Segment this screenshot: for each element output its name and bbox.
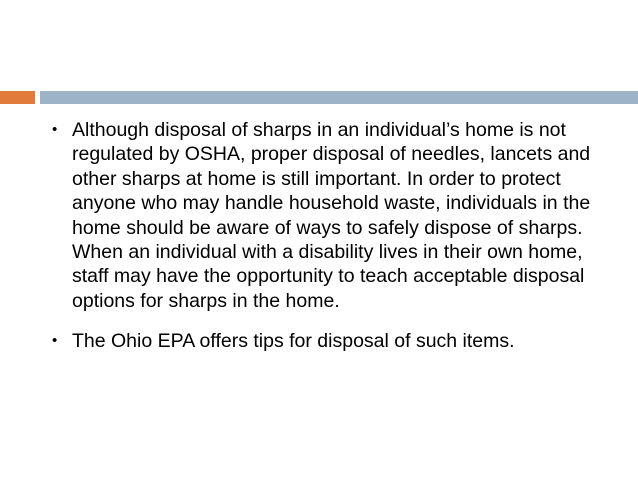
accent-bar-blue — [40, 91, 638, 104]
bullet-marker: • — [52, 332, 58, 350]
bullet-item — [52, 329, 602, 353]
bullet-item — [52, 118, 602, 313]
accent-bar-orange — [0, 91, 35, 104]
bullet-text: Although disposal of sharps in an individual’s home is not regulated by OSHA, proper disposal of needles, lancets and other sharps at home is still important. In order to protect anyone who may handle household waste, individuals in the home should be aware of ways to safely dispose of sharps. When an individual with a disability lives in their own home, staff may have the opportunity to teach acceptable disposal options for sharps in the home. — [72, 119, 591, 312]
bullet-marker: • — [52, 121, 58, 138]
bullet-list — [52, 118, 602, 370]
bullet-text: The Ohio EPA offers tips for disposal of such items. — [72, 330, 515, 353]
